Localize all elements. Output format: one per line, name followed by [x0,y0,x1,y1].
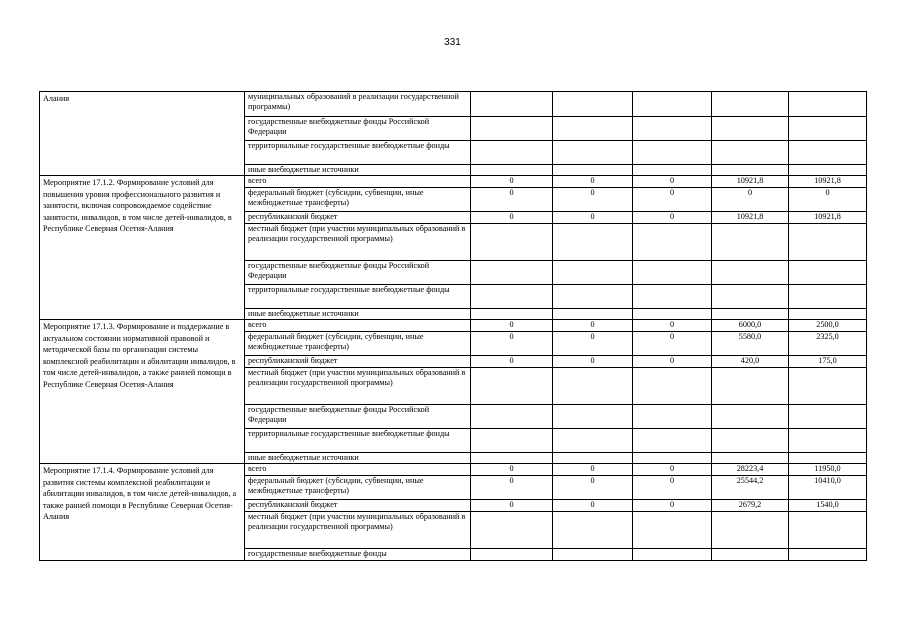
amount-cell: 5580,0 [712,332,789,356]
amount-cell [712,141,789,165]
amount-cell [553,309,633,320]
amount-cell [712,309,789,320]
amount-cell [471,92,553,117]
amount-cell [789,224,867,261]
amount-cell: 420,0 [712,356,789,368]
amount-cell: 0 [471,464,553,476]
table-row [40,464,867,476]
funding-source-cell: государственные внебюджетные фонды Российской Федерации [245,405,471,429]
amount-cell: 10410,0 [789,476,867,500]
amount-cell [789,512,867,549]
amount-cell [633,117,712,141]
amount-cell: 0 [553,176,633,188]
amount-cell [633,261,712,285]
table-row [40,92,867,117]
amount-cell [633,405,712,429]
amount-cell: 6000,0 [712,320,789,332]
amount-cell [471,285,553,309]
amount-cell: 10921,8 [712,212,789,224]
amount-cell [789,92,867,117]
amount-cell: 0 [553,500,633,512]
funding-source-cell: местный бюджет (при участии муниципальных образований в реализации государственной программы) [245,224,471,261]
amount-cell [633,429,712,453]
amount-cell: 0 [553,332,633,356]
amount-cell [553,141,633,165]
funding-source-cell: всего [245,464,471,476]
amount-cell: 10921,8 [712,176,789,188]
amount-cell: 0 [633,188,712,212]
amount-cell: 0 [471,188,553,212]
amount-cell [789,453,867,464]
amount-cell [789,117,867,141]
amount-cell [789,141,867,165]
funding-source-cell: государственные внебюджетные фонды [245,549,471,561]
amount-cell: 2500,0 [789,320,867,332]
amount-cell [712,368,789,405]
amount-cell [789,261,867,285]
amount-cell [712,92,789,117]
funding-source-cell: местный бюджет (при участии муниципальных образований в реализации государственной программы) [245,368,471,405]
amount-cell [633,285,712,309]
amount-cell [712,261,789,285]
amount-cell: 0 [553,356,633,368]
amount-cell [633,309,712,320]
amount-cell: 0 [633,464,712,476]
amount-cell: 0 [471,500,553,512]
amount-cell: 0 [553,464,633,476]
amount-cell [789,549,867,561]
funding-source-cell: территориальные государственные внебюджетные фонды [245,285,471,309]
amount-cell [471,224,553,261]
amount-cell [712,453,789,464]
amount-cell [633,453,712,464]
amount-cell: 0 [553,212,633,224]
amount-cell [789,368,867,405]
amount-cell: 25544,2 [712,476,789,500]
amount-cell [553,117,633,141]
activity-cell: Мероприятие 17.1.3. Формирование и поддержание в актуальном состоянии нормативной правовой и методической базы по организации системы комплексной реабилитации и абилитации инвалидов, в том числе детей-инвалидов, а также ранней помощи в Республике Северная Осетия-Алания [40,320,245,464]
budget-table-body [40,92,867,561]
funding-source-cell: местный бюджет (при участии муниципальных образований в реализации государственной программы) [245,512,471,549]
funding-source-cell: иные внебюджетные источники [245,309,471,320]
amount-cell: 0 [553,320,633,332]
amount-cell [471,117,553,141]
funding-source-cell: республиканский бюджет [245,500,471,512]
amount-cell: 0 [553,476,633,500]
amount-cell [712,117,789,141]
amount-cell: 1540,0 [789,500,867,512]
amount-cell [553,92,633,117]
amount-cell [712,429,789,453]
funding-source-cell: государственные внебюджетные фонды Российской Федерации [245,261,471,285]
amount-cell: 0 [553,188,633,212]
amount-cell [471,261,553,285]
amount-cell [712,224,789,261]
amount-cell: 2325,0 [789,332,867,356]
amount-cell: 0 [471,320,553,332]
funding-source-cell: республиканский бюджет [245,356,471,368]
funding-source-cell: иные внебюджетные источники [245,165,471,176]
funding-source-cell: федеральный бюджет (субсидии, субвенции, иные межбюджетные трансферты) [245,188,471,212]
amount-cell [471,512,553,549]
amount-cell [553,453,633,464]
amount-cell [633,368,712,405]
amount-cell [553,512,633,549]
funding-source-cell: муниципальных образований в реализации государственной программы) [245,92,471,117]
amount-cell: 2679,2 [712,500,789,512]
amount-cell: 0 [633,176,712,188]
amount-cell: 0 [633,320,712,332]
funding-source-cell: территориальные государственные внебюджетные фонды [245,141,471,165]
funding-source-cell: государственные внебюджетные фонды Российской Федерации [245,117,471,141]
amount-cell [789,429,867,453]
funding-source-cell: федеральный бюджет (субсидии, субвенции, иные межбюджетные трансферты) [245,476,471,500]
amount-cell [789,405,867,429]
amount-cell [553,405,633,429]
activity-cell: Мероприятие 17.1.2. Формирование условий для повышения уровня профессионального развития и занятости, включая сопровождаемое содействие занятости, инвалидов, в том числе детей-инвалидов, в Республике Северная Осетия-Алания [40,176,245,320]
amount-cell: 0 [633,500,712,512]
amount-cell [712,512,789,549]
amount-cell [471,368,553,405]
amount-cell: 0 [471,356,553,368]
amount-cell [471,405,553,429]
funding-source-cell: всего [245,320,471,332]
amount-cell: 11950,0 [789,464,867,476]
amount-cell [633,165,712,176]
activity-cell: Алания [40,92,245,176]
funding-source-cell: территориальные государственные внебюджетные фонды [245,429,471,453]
activity-cell: Мероприятие 17.1.4. Формирование условий для развития системы комплексной реабилитации и абилитации инвалидов, в том числе детей-инвалидов, а также ранней помощи в Республике Северная Осетия-Алания [40,464,245,561]
amount-cell [471,453,553,464]
amount-cell [553,285,633,309]
amount-cell [789,309,867,320]
amount-cell: 10921,8 [789,212,867,224]
amount-cell [712,405,789,429]
amount-cell [633,549,712,561]
amount-cell [471,309,553,320]
page-number: 331 [444,37,461,48]
funding-source-cell: всего [245,176,471,188]
amount-cell [553,429,633,453]
amount-cell [553,261,633,285]
amount-cell: 0 [633,476,712,500]
amount-cell [633,512,712,549]
table-row [40,176,867,188]
amount-cell [471,549,553,561]
amount-cell [712,549,789,561]
funding-source-cell: республиканский бюджет [245,212,471,224]
amount-cell: 175,0 [789,356,867,368]
amount-cell [712,165,789,176]
amount-cell [471,165,553,176]
table-row [40,320,867,332]
amount-cell [471,429,553,453]
amount-cell: 0 [633,212,712,224]
amount-cell [633,141,712,165]
amount-cell: 0 [789,188,867,212]
funding-source-cell: федеральный бюджет (субсидии, субвенции, иные межбюджетные трансферты) [245,332,471,356]
amount-cell: 0 [633,332,712,356]
amount-cell [553,224,633,261]
amount-cell: 0 [712,188,789,212]
amount-cell: 0 [471,176,553,188]
amount-cell [633,224,712,261]
amount-cell [553,368,633,405]
amount-cell: 0 [471,212,553,224]
amount-cell [633,92,712,117]
amount-cell [553,549,633,561]
amount-cell [789,165,867,176]
funding-source-cell: иные внебюджетные источники [245,453,471,464]
amount-cell [553,165,633,176]
budget-table [39,91,867,561]
amount-cell [789,285,867,309]
amount-cell [712,285,789,309]
amount-cell [471,141,553,165]
amount-cell: 0 [471,476,553,500]
amount-cell: 0 [633,356,712,368]
amount-cell: 0 [471,332,553,356]
amount-cell: 10921,8 [789,176,867,188]
amount-cell: 28223,4 [712,464,789,476]
